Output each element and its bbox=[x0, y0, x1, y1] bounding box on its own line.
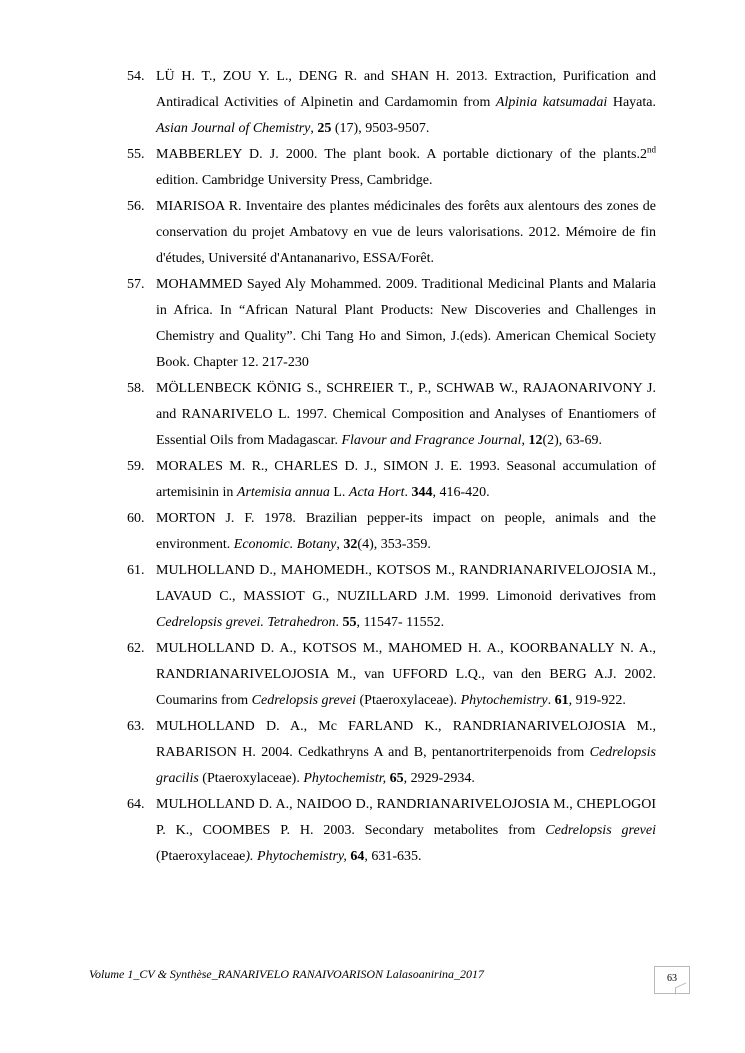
italic-text: Flavour and Fragrance Journal bbox=[341, 433, 522, 448]
reference-entry bbox=[127, 376, 656, 454]
page-number: 63 bbox=[667, 973, 677, 984]
italic-text: Artemisia annua bbox=[236, 485, 330, 500]
volume-number: 25 bbox=[317, 121, 332, 136]
italic-text: Cedrelopsis grevei. Tetrahedron bbox=[156, 615, 336, 630]
reference-number: 54. bbox=[127, 69, 145, 84]
text-run: MIARISOA R. Inventaire des plantes médicinales des forêts aux alentours des zones de conservation du projet Ambatovy en vue de leurs valorisations. 2012. Mémoire de fin d'études, Université d'Antananarivo, ESSA/Forêt. bbox=[156, 199, 656, 266]
text-run: MORALES M. R., CHARLES D. J., SIMON J. E. 1993. Seasonal accumulation of artemisinin in bbox=[156, 459, 656, 500]
text-run: MULHOLLAND D., MAHOMEDH., KOTSOS M., RANDRIANARIVELOJOSIA M., LAVAUD C., MASSIOT G., NUZILLARD J.M. 1999. Limonoid derivatives from bbox=[156, 563, 656, 604]
italic-text: Acta Hort bbox=[348, 485, 405, 500]
reference-entry bbox=[127, 792, 656, 870]
reference-entry bbox=[127, 506, 656, 558]
reference-entry bbox=[127, 714, 656, 792]
superscript: nd bbox=[647, 144, 656, 155]
volume-number: 344 bbox=[411, 485, 433, 500]
volume-number: 65 bbox=[389, 771, 404, 786]
reference-number: 57. bbox=[127, 277, 145, 292]
volume-number: 55 bbox=[342, 615, 357, 630]
text-run: Hayata. bbox=[607, 95, 656, 110]
text-run: edition. Cambridge University Press, Cambridge. bbox=[156, 173, 433, 188]
text-run: , 416-420. bbox=[432, 485, 490, 500]
reference-list bbox=[127, 64, 656, 870]
reference-entry bbox=[127, 636, 656, 714]
text-run: . bbox=[547, 693, 555, 708]
volume-number: 61 bbox=[554, 693, 569, 708]
volume-number: 32 bbox=[343, 537, 358, 552]
text-run: , 919-922. bbox=[568, 693, 626, 708]
running-footer: Volume 1_CV & Synthèse_RANARIVELO RANAIVOARISON Lalasoanirina_2017 bbox=[89, 967, 485, 981]
text-run: , 11547- 11552. bbox=[356, 615, 445, 630]
text-run: L. bbox=[329, 485, 349, 500]
reference-entry bbox=[127, 194, 656, 272]
italic-text: Asian Journal of Chemistry bbox=[156, 121, 311, 136]
text-run: MULHOLLAND D. A., KOTSOS M., MAHOMED H. A., KOORBANALLY N. A., RANDRIANARIVELOJOSIA M., van UFFORD L.Q., van den BERG A.J. 2002. Coumarins from bbox=[156, 641, 656, 708]
text-run: , 2929-2934. bbox=[403, 771, 475, 786]
text-run: MORTON J. F. 1978. Brazilian pepper-its impact on people, animals and the environment. bbox=[156, 511, 656, 552]
reference-entry bbox=[127, 142, 656, 194]
text-run: (Ptaeroxylaceae). bbox=[356, 693, 461, 708]
italic-text: Phytochemistr, bbox=[303, 771, 387, 786]
reference-number: 61. bbox=[127, 563, 145, 578]
reference-entry bbox=[127, 558, 656, 636]
volume-number: 12 bbox=[528, 433, 543, 448]
text-run: (2), 63-69. bbox=[542, 433, 602, 448]
reference-number: 56. bbox=[127, 199, 145, 214]
reference-text bbox=[156, 636, 656, 714]
text-run: MÖLLENBECK KÖNIG S., SCHREIER T., P., SCHWAB W., RAJAONARIVONY J. and RANARIVELO L. 1997. Chemical Composition and Analyses of Enantiomers of Essential Oils from Madagascar. bbox=[156, 381, 656, 448]
text-run: , bbox=[310, 121, 318, 136]
italic-text: Alpinia katsumadai bbox=[495, 95, 608, 110]
reference-entry bbox=[127, 454, 656, 506]
reference-entry bbox=[127, 64, 656, 142]
text-run: , bbox=[521, 433, 529, 448]
text-run: , 631-635. bbox=[364, 849, 422, 864]
reference-text bbox=[156, 194, 656, 272]
text-run: LÜ H. T., ZOU Y. L., DENG R. and SHAN H. 2013. Extraction, Purification and Antiradical Activities of Alpinetin and Cardamomin from bbox=[156, 69, 656, 110]
reference-text bbox=[156, 64, 656, 142]
text-run: MULHOLLAND D. A., Mc FARLAND K., RANDRIANARIVELOJOSIA M., RABARISON H. 2004. Cedkathryns A and B, pentanortriterpenoids from bbox=[156, 719, 656, 760]
italic-text: Phytochemistry bbox=[460, 693, 548, 708]
reference-text bbox=[156, 558, 656, 636]
text-run: (Ptaeroxylaceae). bbox=[198, 771, 304, 786]
page-number-box bbox=[654, 966, 690, 994]
text-run: (17), 9503-9507. bbox=[331, 121, 430, 136]
italic-text: Cedrelopsis grevei bbox=[545, 823, 656, 838]
text-run: , bbox=[336, 537, 344, 552]
italic-text: Cedrelopsis grevei bbox=[251, 693, 356, 708]
italic-text: Economic. Botany bbox=[233, 537, 337, 552]
reference-number: 55. bbox=[127, 147, 145, 162]
text-run: MABBERLEY D. J. 2000. The plant book. A portable dictionary of the plants.2 bbox=[156, 147, 647, 162]
reference-text bbox=[156, 376, 656, 454]
reference-text bbox=[156, 454, 656, 506]
reference-text bbox=[156, 272, 656, 376]
reference-text bbox=[156, 792, 656, 870]
text-run: (4), 353-359. bbox=[357, 537, 431, 552]
reference-text bbox=[156, 506, 656, 558]
italic-text: ). Phytochemistry, bbox=[245, 849, 347, 864]
volume-number: 64 bbox=[350, 849, 365, 864]
reference-entry bbox=[127, 272, 656, 376]
reference-number: 63. bbox=[127, 719, 145, 734]
reference-text bbox=[156, 714, 656, 792]
reference-number: 58. bbox=[127, 381, 145, 396]
text-run: . bbox=[335, 615, 343, 630]
italic-text: Cedrelopsis gracilis bbox=[156, 745, 656, 786]
reference-number: 59. bbox=[127, 459, 145, 474]
text-run: (Ptaeroxylaceae bbox=[156, 849, 246, 864]
text-run: . bbox=[404, 485, 412, 500]
reference-number: 64. bbox=[127, 797, 145, 812]
reference-number: 60. bbox=[127, 511, 145, 526]
reference-number: 62. bbox=[127, 641, 145, 656]
reference-text bbox=[156, 142, 656, 194]
text-run: MOHAMMED Sayed Aly Mohammed. 2009. Traditional Medicinal Plants and Malaria in Africa. In “African Natural Plant Products: New Discoveries and Challenges in Chemistry and Quality”. Chi Tang Ho and Simon, J.(eds). American Chemical Society Book. Chapter 12. 217-230 bbox=[156, 277, 656, 370]
text-run: MULHOLLAND D. A., NAIDOO D., RANDRIANARIVELOJOSIA M., CHEPLOGOI P. K., COOMBES P. H. 2003. Secondary metabolites from bbox=[156, 797, 656, 838]
